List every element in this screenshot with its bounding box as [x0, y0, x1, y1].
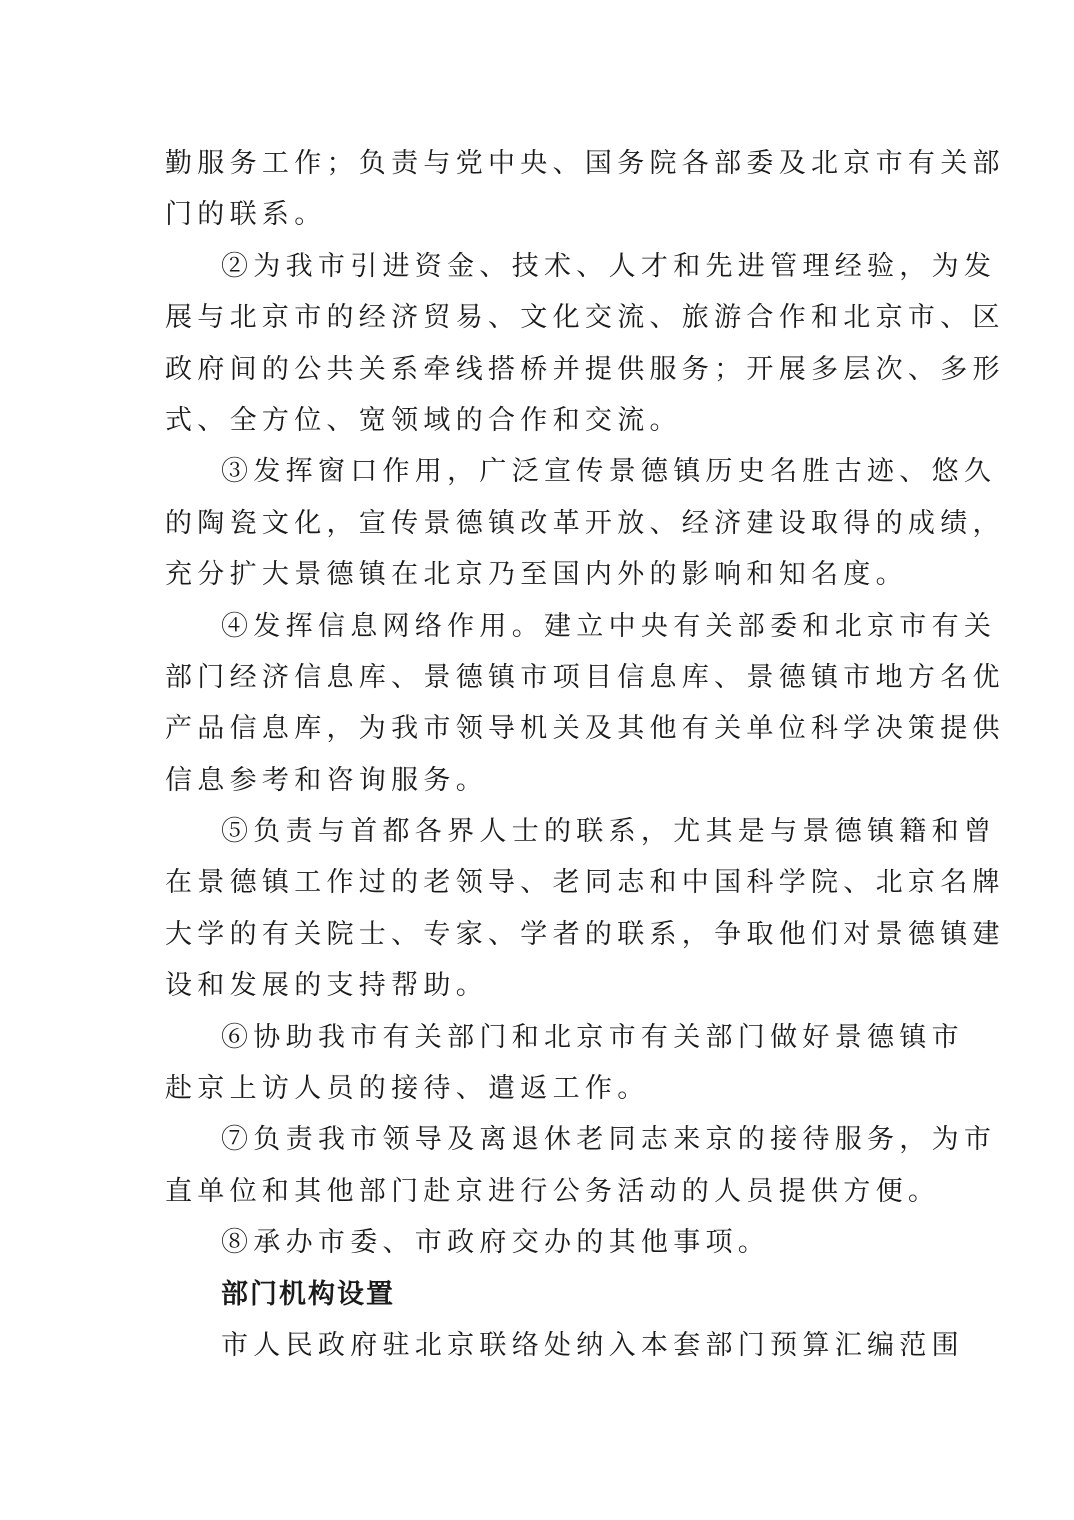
text-line: 在景德镇工作过的老领导、老同志和中国科学院、北京名牌: [165, 867, 1005, 899]
text-line: 信息参考和咨询服务。: [165, 764, 488, 796]
text-line: 门的联系。: [165, 199, 327, 231]
section-heading: 部门机构设置: [221, 1278, 395, 1310]
body-text: [165, 138, 1005, 1371]
text-line: ⑤负责与首都各界人士的联系，尤其是与景德镇籍和曾: [221, 816, 997, 848]
text-line: 市人民政府驻北京联络处纳入本套部门预算汇编范围: [221, 1329, 964, 1361]
text-line: 式、全方位、宽领域的合作和交流。: [165, 404, 682, 436]
text-line: ⑧承办市委、市政府交办的其他事项。: [221, 1227, 771, 1259]
text-line: ④发挥信息网络作用。建立中央有关部委和北京市有关: [221, 610, 997, 642]
text-line: 设和发展的支持帮助。: [165, 970, 488, 1002]
text-line: ③发挥窗口作用，广泛宣传景德镇历史名胜古迹、悠久: [221, 456, 997, 488]
text-line: 勤服务工作；负责与党中央、国务院各部委及北京市有关部: [165, 148, 1005, 179]
text-line: 产品信息库，为我市领导机关及其他有关单位科学决策提供: [165, 713, 1005, 745]
text-line: 的陶瓷文化，宣传景德镇改革开放、经济建设取得的成绩，: [165, 507, 1005, 539]
text-line: 政府间的公共关系牵线搭桥并提供服务；开展多层次、多形: [165, 353, 1005, 385]
text-line: 部门经济信息库、景德镇市项目信息库、景德镇市地方名优: [165, 661, 1005, 693]
text-line: 充分扩大景德镇在北京乃至国内外的影响和知名度。: [165, 559, 908, 591]
text-line: ⑦负责我市领导及离退休老同志来京的接待服务，为市: [221, 1124, 997, 1156]
text-line: 大学的有关院士、专家、学者的联系，争取他们对景德镇建: [165, 918, 1005, 950]
text-line: 赴京上访人员的接待、遣返工作。: [165, 1073, 650, 1105]
text-line: 展与北京市的经济贸易、文化交流、旅游合作和北京市、区: [165, 302, 1005, 334]
text-line: ⑥协助我市有关部门和北京市有关部门做好景德镇市: [221, 1021, 964, 1053]
text-line: 直单位和其他部门赴京进行公务活动的人员提供方便。: [165, 1175, 941, 1207]
text-line: ②为我市引进资金、技术、人才和先进管理经验，为发: [221, 250, 997, 282]
